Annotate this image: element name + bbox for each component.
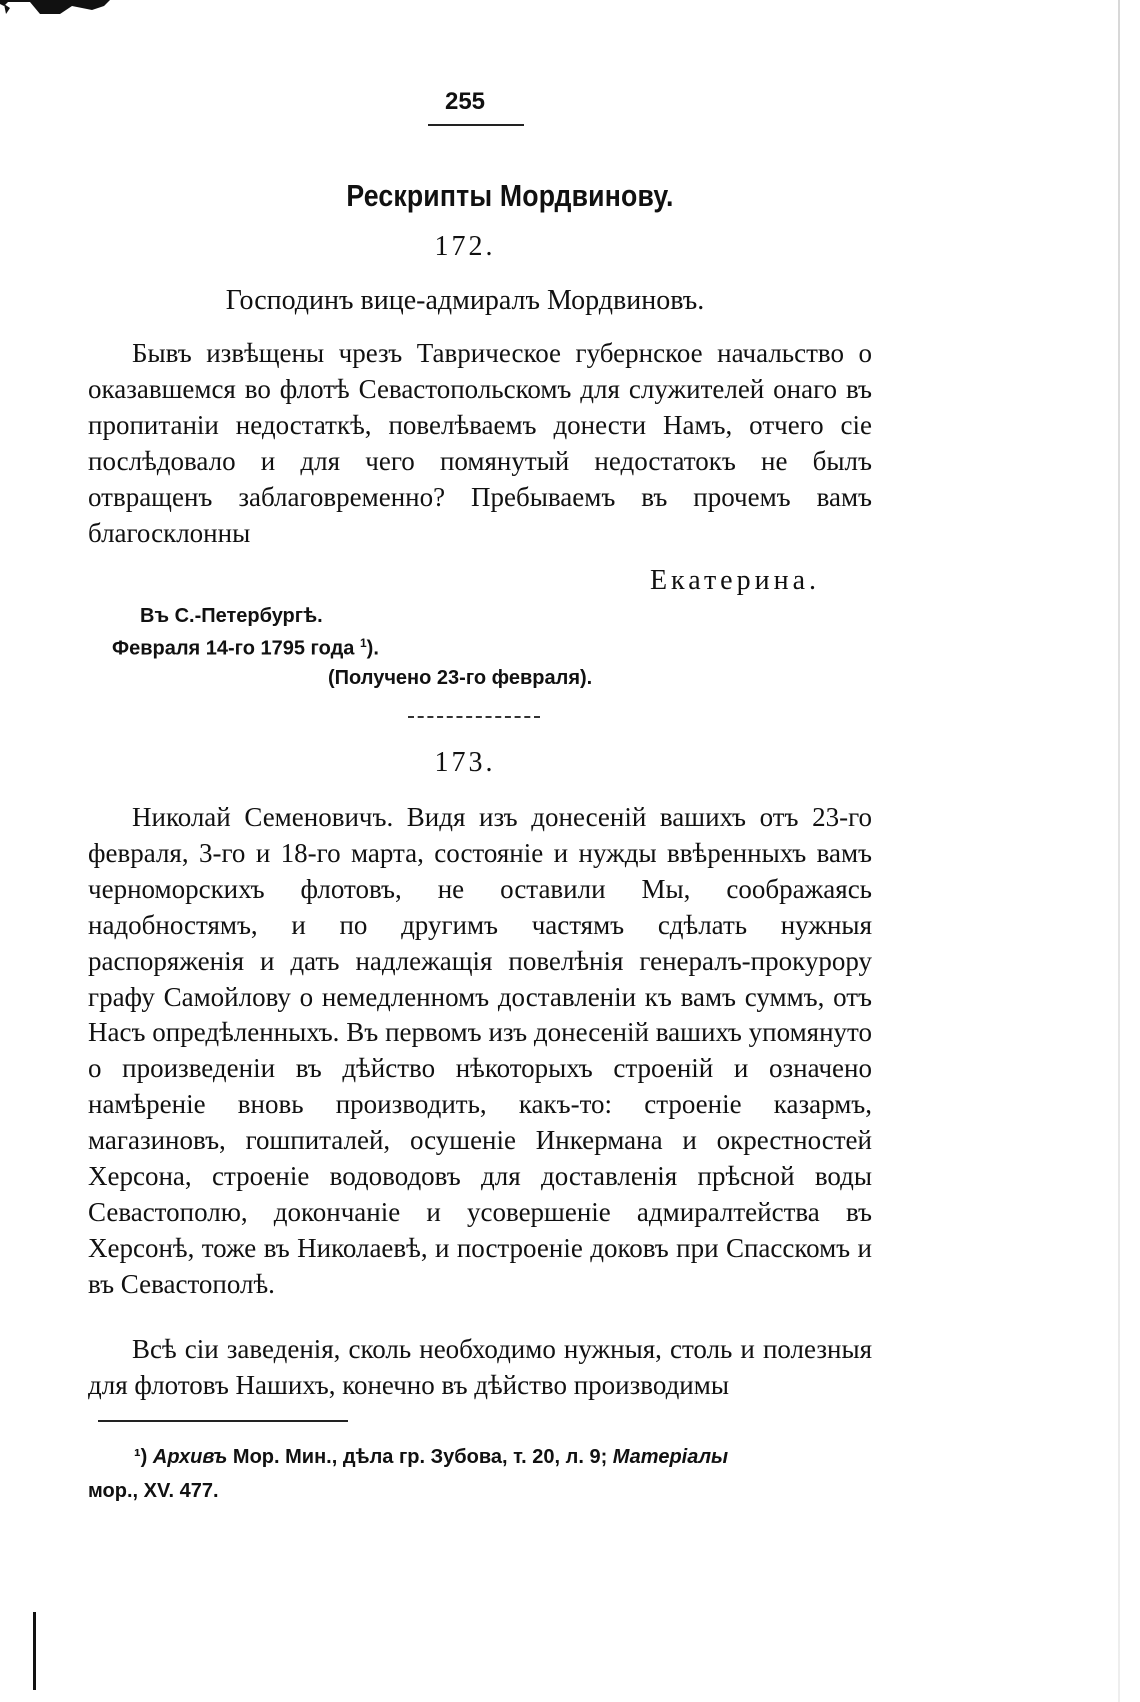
scan-artifact	[0, 0, 110, 22]
letter-paragraph: Николай Семеновичъ. Видя изъ донесеній вашихъ отъ 23-го февраля, 3-го и 18-го марта, состояніе и нужды ввѣренныхъ вамъ черноморскихъ флотовъ, не оставили Мы, соображаясь надобностямъ, и по другимъ частямъ сдѣлать нужныя распоряженія и дать надлежащія повелѣнія генералъ-прокурору графу Самойлову о немедленномъ доставленіи къ вамъ суммъ, отъ Насъ опредѣленныхъ. Въ первомъ изъ донесеній вашихъ упомянуто о произведеніи въ дѣйство нѣкоторыхъ строеній и означено намѣреніе вновь производить, какъ-то: строеніе казармъ, магазиновъ, гошпиталей, осушеніе Инкермана и окрестностей Херсона, строеніе водоводовъ для доставленія прѣсной воды Севастополю, докончаніе и усовершеніе адмиралтейства въ Херсонѣ, тоже въ Николаевѣ, и построеніе доковъ при Спасскомъ и въ Севастополѣ.	[88, 802, 872, 1299]
footnote	[88, 1440, 888, 1508]
letter-salutation: Господинъ вице-адмиралъ Мордвиновъ.	[225, 285, 705, 316]
letter-received: (Получено 23-го февраля).	[328, 667, 593, 689]
footnote-rule	[98, 1420, 348, 1422]
footnote-line	[88, 1440, 888, 1474]
letter-date-text: Февраля 14-го 1795 года	[112, 637, 355, 660]
letter-place: Въ С.-Петербургѣ.	[140, 605, 323, 627]
footnote-source: Матеріалы	[612, 1446, 729, 1468]
page-number: 255	[444, 88, 486, 115]
letter-signature: Екатерина.	[649, 565, 820, 596]
footnote-ref: 1	[359, 636, 367, 650]
footnote-marker: ¹)	[134, 1446, 148, 1468]
footnote-source: Архивъ	[152, 1446, 228, 1468]
letter-paragraph: Всѣ сіи заведенія, сколь необходимо нужныя, столь и полезныя для флотовъ Нашихъ, конечно въ дѣйство производимы	[88, 1334, 872, 1400]
letter-date: Февраля 14-го 1795 года $^1$).	[112, 636, 379, 660]
letter-number: 172.	[434, 231, 496, 262]
page-number-rule	[428, 124, 524, 126]
letter-number: 173.	[434, 747, 496, 778]
page-edge-shadow	[1118, 0, 1120, 1702]
footnote-text: Мор. Мин., дѣла гр. Зубова, т. 20, л. 9;	[227, 1446, 613, 1468]
page-heading: Рескрипты Мордвинову.	[346, 178, 674, 213]
letter-body: Бывъ извѣщены чрезъ Таврическое губернское начальство о оказавшемся во флотѣ Севастопольскомъ для служителей онаго въ пропитаніи недостаткѣ, повелѣваемъ донести Намъ, отчего сіе послѣдовало и для чего помянутый недостатокъ не былъ отвращенъ заблаговременно? Пребываемъ въ прочемъ вамъ благосклонны	[88, 338, 872, 548]
scan-margin-mark	[33, 1612, 36, 1690]
footnote-line: мор., XV. 477.	[88, 1480, 219, 1502]
section-separator	[408, 716, 540, 718]
